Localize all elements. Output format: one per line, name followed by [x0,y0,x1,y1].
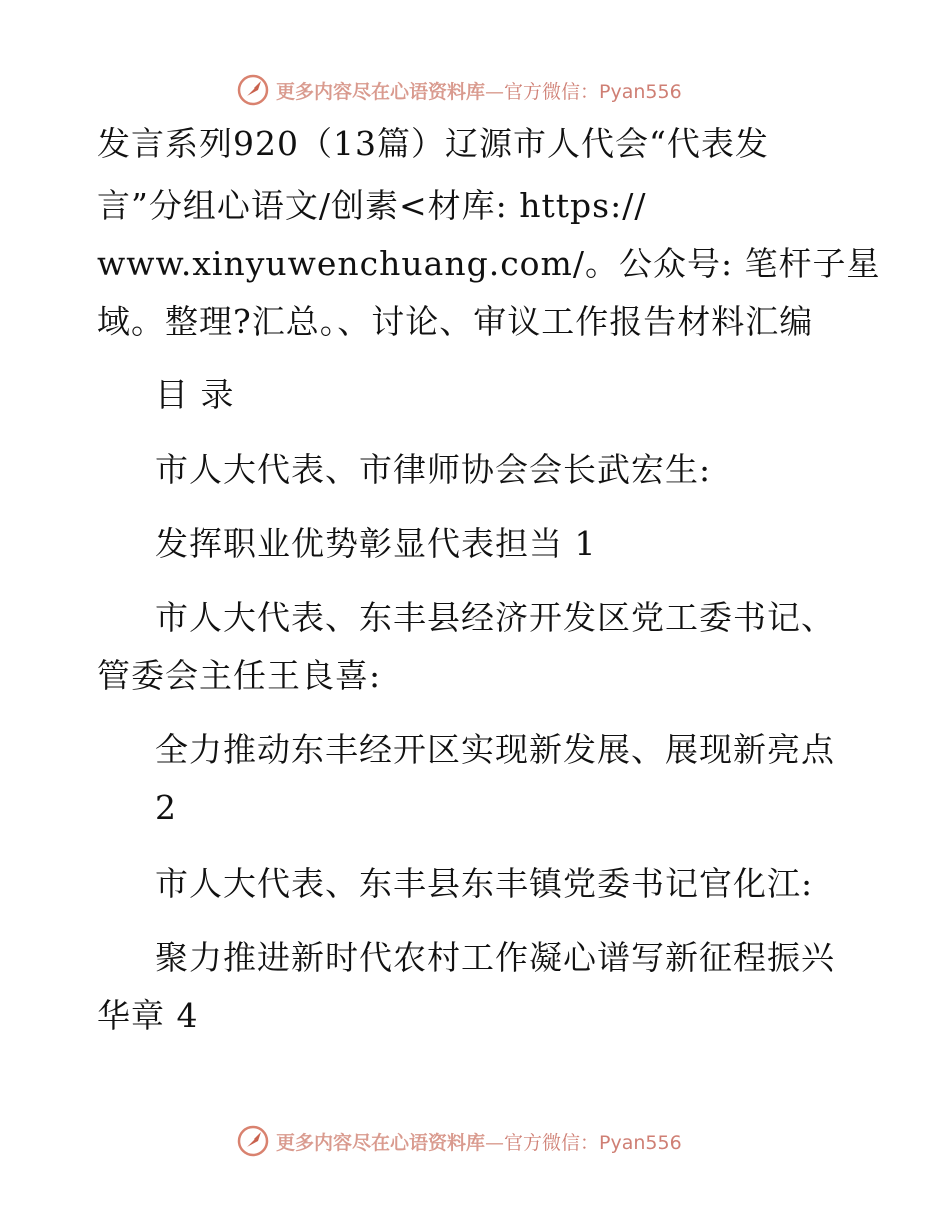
header-watermark-banner [236,73,682,107]
toc-entry-author-continued: 管委会主任王良喜: [97,656,382,695]
quill-logo-icon [236,73,270,107]
watermark-text: 更多内容尽在心语资料库—官方微信：Pyan556 [276,1131,682,1154]
toc-entry-title: 发挥职业优势彰显代表担当 1 [155,524,597,563]
quill-logo-icon [236,1124,270,1158]
title-line-2: 言”分组心语文/创素<材库: https:// [97,186,647,225]
footer-watermark-banner [236,1124,682,1158]
toc-entry-title: 全力推动东丰经开区实现新发展、展现新亮点 [155,730,835,769]
toc-entry-title: 聚力推进新时代农村工作凝心谱写新征程振兴 [155,938,835,977]
toc-entry-author: 市人大代表、东丰县东丰镇党委书记官化江: [155,864,814,903]
toc-entry-title-continued: 华章 4 [97,996,199,1035]
toc-heading: 目 录 [155,375,235,414]
watermark-text: 更多内容尽在心语资料库—官方微信：Pyan556 [276,80,682,103]
toc-entry-author: 市人大代表、东丰县经济开发区党工委书记、 [155,598,835,637]
title-line-1: 发言系列920（13篇）辽源市人代会“代表发 [97,124,769,163]
toc-entry-author: 市人大代表、市律师协会会长武宏生: [155,450,712,489]
title-line-4: 域。整理?汇总。、讨论、审议工作报告材料汇编 [97,302,814,341]
title-line-3: www.xinyuwenchuang.com/。公众号: 笔杆子星 [97,244,881,283]
toc-entry-page-number: 2 [155,788,177,827]
